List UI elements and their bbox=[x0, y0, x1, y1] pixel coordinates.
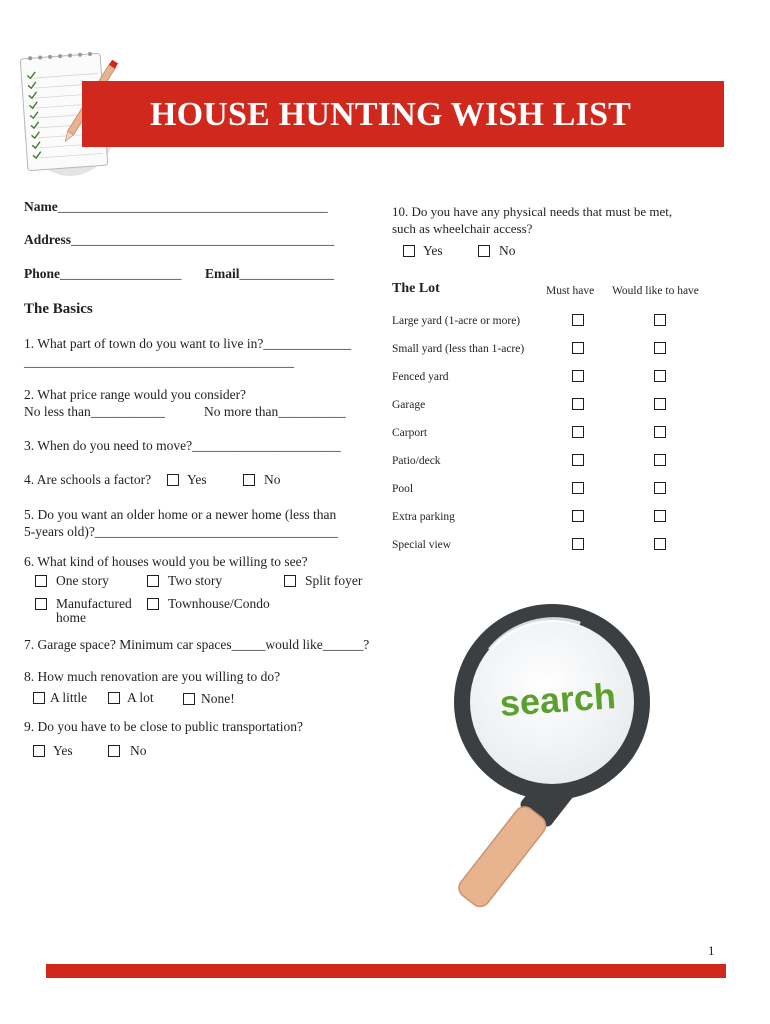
townhouse-label: Townhouse/Condo bbox=[168, 596, 270, 611]
question-5-answer-line[interactable]: 5-years old)?____________________________________ bbox=[24, 524, 338, 539]
lot-must-have-checkbox[interactable] bbox=[572, 538, 584, 550]
physical-needs-yes-checkbox[interactable] bbox=[403, 245, 415, 257]
lot-item-label: Fenced yard bbox=[392, 371, 449, 383]
price-max-field[interactable]: No more than__________ bbox=[204, 404, 346, 419]
townhouse-checkbox[interactable] bbox=[147, 598, 159, 610]
lot-would-like-checkbox[interactable] bbox=[654, 454, 666, 466]
two-story-label: Two story bbox=[168, 573, 223, 588]
question-10: 10. Do you have any physical needs that must be met, bbox=[392, 204, 673, 219]
magnifying-glass-icon bbox=[380, 590, 710, 930]
renovation-none-checkbox[interactable] bbox=[183, 693, 195, 705]
lot-would-like-checkbox[interactable] bbox=[654, 398, 666, 410]
lot-would-like-checkbox[interactable] bbox=[654, 342, 666, 354]
renovation-lot-checkbox[interactable] bbox=[108, 692, 120, 704]
question-8: 8. How much renovation are you willing to do? bbox=[24, 669, 281, 684]
schools-no-checkbox[interactable] bbox=[243, 474, 255, 486]
lot-item-label: Extra parking bbox=[392, 511, 455, 523]
transit-no-label: No bbox=[130, 743, 147, 758]
question-2: 2. What price range would you consider? bbox=[24, 387, 247, 402]
phone-line: __________________ bbox=[60, 266, 182, 281]
question-3[interactable]: 3. When do you need to move?______________________ bbox=[24, 438, 341, 453]
schools-yes-checkbox[interactable] bbox=[167, 474, 179, 486]
phone-label: Phone bbox=[24, 266, 61, 281]
basics-heading: The Basics bbox=[24, 301, 93, 317]
lot-item-label: Carport bbox=[392, 427, 428, 439]
question-7[interactable]: 7. Garage space? Minimum car spaces_____would like______? bbox=[24, 637, 370, 652]
page-number: 1 bbox=[708, 943, 715, 958]
manufactured-home-checkbox[interactable] bbox=[35, 598, 47, 610]
schools-no-label: No bbox=[264, 472, 281, 487]
physical-needs-no-label: No bbox=[499, 243, 516, 258]
question-4: 4. Are schools a factor? bbox=[24, 472, 152, 487]
email-field[interactable] bbox=[205, 266, 334, 282]
question-6: 6. What kind of houses would you be willing to see? bbox=[24, 554, 308, 569]
manufactured-label-2: home bbox=[56, 610, 86, 625]
phone-field[interactable] bbox=[24, 266, 182, 282]
lot-must-have-checkbox[interactable] bbox=[572, 342, 584, 354]
physical-needs-yes-label: Yes bbox=[423, 243, 443, 258]
lot-item-label: Special view bbox=[392, 539, 452, 551]
schools-yes-label: Yes bbox=[187, 472, 207, 487]
question-9: 9. Do you have to be close to public transportation? bbox=[24, 719, 303, 734]
lot-would-like-checkbox[interactable] bbox=[654, 538, 666, 550]
manufactured-label: Manufactured bbox=[56, 596, 132, 611]
renovation-little-label: A little bbox=[50, 690, 88, 705]
price-min-field[interactable]: No less than___________ bbox=[24, 404, 165, 419]
lot-must-have-checkbox[interactable] bbox=[572, 398, 584, 410]
lot-would-like-checkbox[interactable] bbox=[654, 482, 666, 494]
address-field[interactable] bbox=[24, 232, 334, 248]
split-foyer-label: Split foyer bbox=[305, 573, 363, 588]
lot-would-like-checkbox[interactable] bbox=[654, 510, 666, 522]
one-story-label: One story bbox=[56, 573, 109, 588]
transit-no-checkbox[interactable] bbox=[108, 745, 120, 757]
renovation-lot-label: A lot bbox=[127, 690, 154, 705]
question-1[interactable]: 1. What part of town do you want to live in?_____________ bbox=[24, 336, 352, 351]
lot-item-label: Garage bbox=[392, 399, 426, 411]
split-foyer-checkbox[interactable] bbox=[284, 575, 296, 587]
address-label: Address bbox=[24, 232, 72, 247]
name-label: Name bbox=[24, 199, 58, 214]
would-like-column-header: Would like to have bbox=[612, 285, 699, 297]
lot-heading: The Lot bbox=[392, 281, 440, 296]
question-1-answer-line[interactable]: ________________________________________ bbox=[24, 354, 294, 369]
one-story-checkbox[interactable] bbox=[35, 575, 47, 587]
email-label: Email bbox=[205, 266, 240, 281]
lot-item-label: Pool bbox=[392, 483, 414, 495]
lot-item-label: Patio/deck bbox=[392, 455, 441, 467]
must-have-column-header: Must have bbox=[546, 285, 595, 297]
lot-must-have-checkbox[interactable] bbox=[572, 454, 584, 466]
renovation-none-label: None! bbox=[201, 691, 235, 706]
lot-must-have-checkbox[interactable] bbox=[572, 370, 584, 382]
lot-must-have-checkbox[interactable] bbox=[572, 426, 584, 438]
footer-bar bbox=[46, 964, 726, 978]
lot-must-have-checkbox[interactable] bbox=[572, 482, 584, 494]
lot-would-like-checkbox[interactable] bbox=[654, 370, 666, 382]
lot-would-like-checkbox[interactable] bbox=[654, 426, 666, 438]
search-text: search bbox=[498, 675, 618, 725]
physical-needs-no-checkbox[interactable] bbox=[478, 245, 490, 257]
name-field[interactable] bbox=[24, 199, 328, 215]
lot-item-label: Large yard (1-acre or more) bbox=[392, 315, 521, 327]
email-line: ______________ bbox=[239, 266, 335, 281]
lot-item-label: Small yard (less than 1-acre) bbox=[392, 343, 525, 355]
address-line: _______________________________________ bbox=[71, 232, 335, 247]
two-story-checkbox[interactable] bbox=[147, 575, 159, 587]
lot-would-like-checkbox[interactable] bbox=[654, 314, 666, 326]
lot-must-have-checkbox[interactable] bbox=[572, 314, 584, 326]
page-title: HOUSE HUNTING WISH LIST bbox=[150, 96, 632, 133]
question-5: 5. Do you want an older home or a newer home (less than bbox=[24, 507, 337, 522]
question-10-line-2: such as wheelchair access? bbox=[392, 221, 533, 236]
transit-yes-label: Yes bbox=[53, 743, 73, 758]
lot-must-have-checkbox[interactable] bbox=[572, 510, 584, 522]
transit-yes-checkbox[interactable] bbox=[33, 745, 45, 757]
renovation-little-checkbox[interactable] bbox=[33, 692, 45, 704]
name-line: ________________________________________ bbox=[57, 199, 328, 214]
